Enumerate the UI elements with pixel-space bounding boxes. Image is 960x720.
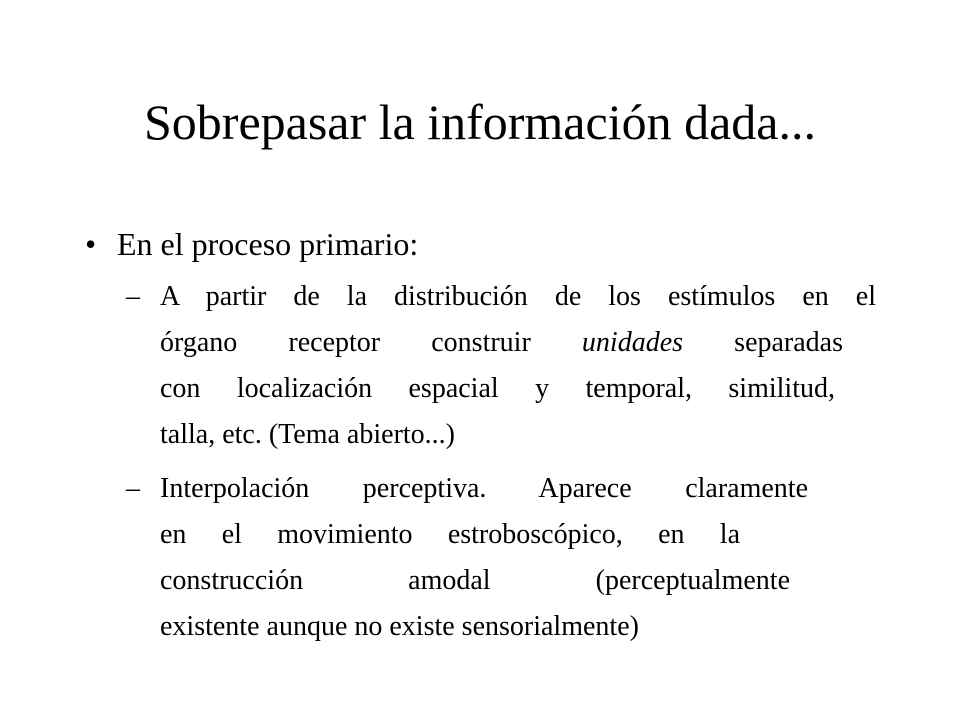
sub-item-line (126, 512, 886, 558)
bullet-text: En el proceso primario: (117, 226, 419, 262)
sub-item-marker: – (126, 473, 140, 504)
sub-item-text: Interpolación perceptiva. Aparece claramente (160, 473, 808, 504)
sub-item-1 (126, 274, 886, 458)
slide-title: Sobrepasar la información dada... (144, 94, 816, 150)
sub-item-marker: – (126, 281, 140, 312)
sub-item-line (126, 320, 886, 366)
sub-item-line (126, 366, 886, 412)
sub-item-line (126, 274, 886, 320)
sub-item-text: existente aunque no existe sensorialmente) (160, 611, 639, 642)
sub-item-text: A partir de la distribución de los estímulos en el (160, 281, 876, 312)
sub-item-text: construcción amodal (perceptualmente (160, 565, 790, 596)
bullet-marker: • (85, 226, 97, 262)
sub-item-text: separadas (734, 327, 843, 358)
sub-item-line (126, 558, 886, 604)
italic-term: unidades (581, 327, 684, 358)
sub-item-text-mixed (160, 320, 843, 366)
sub-item-text: con localización espacial y temporal, similitud, (160, 373, 835, 404)
sub-item-line (126, 412, 886, 458)
sub-item-line (126, 466, 886, 512)
bullet-item (85, 222, 418, 266)
sub-item-text: talla, etc. (Tema abierto...) (160, 419, 455, 450)
sub-item-text: en el movimiento estroboscópico, en la (160, 519, 740, 550)
sub-item-2 (126, 466, 886, 650)
sub-item-line (126, 604, 886, 650)
sub-item-text: órgano receptor construir (160, 327, 531, 358)
